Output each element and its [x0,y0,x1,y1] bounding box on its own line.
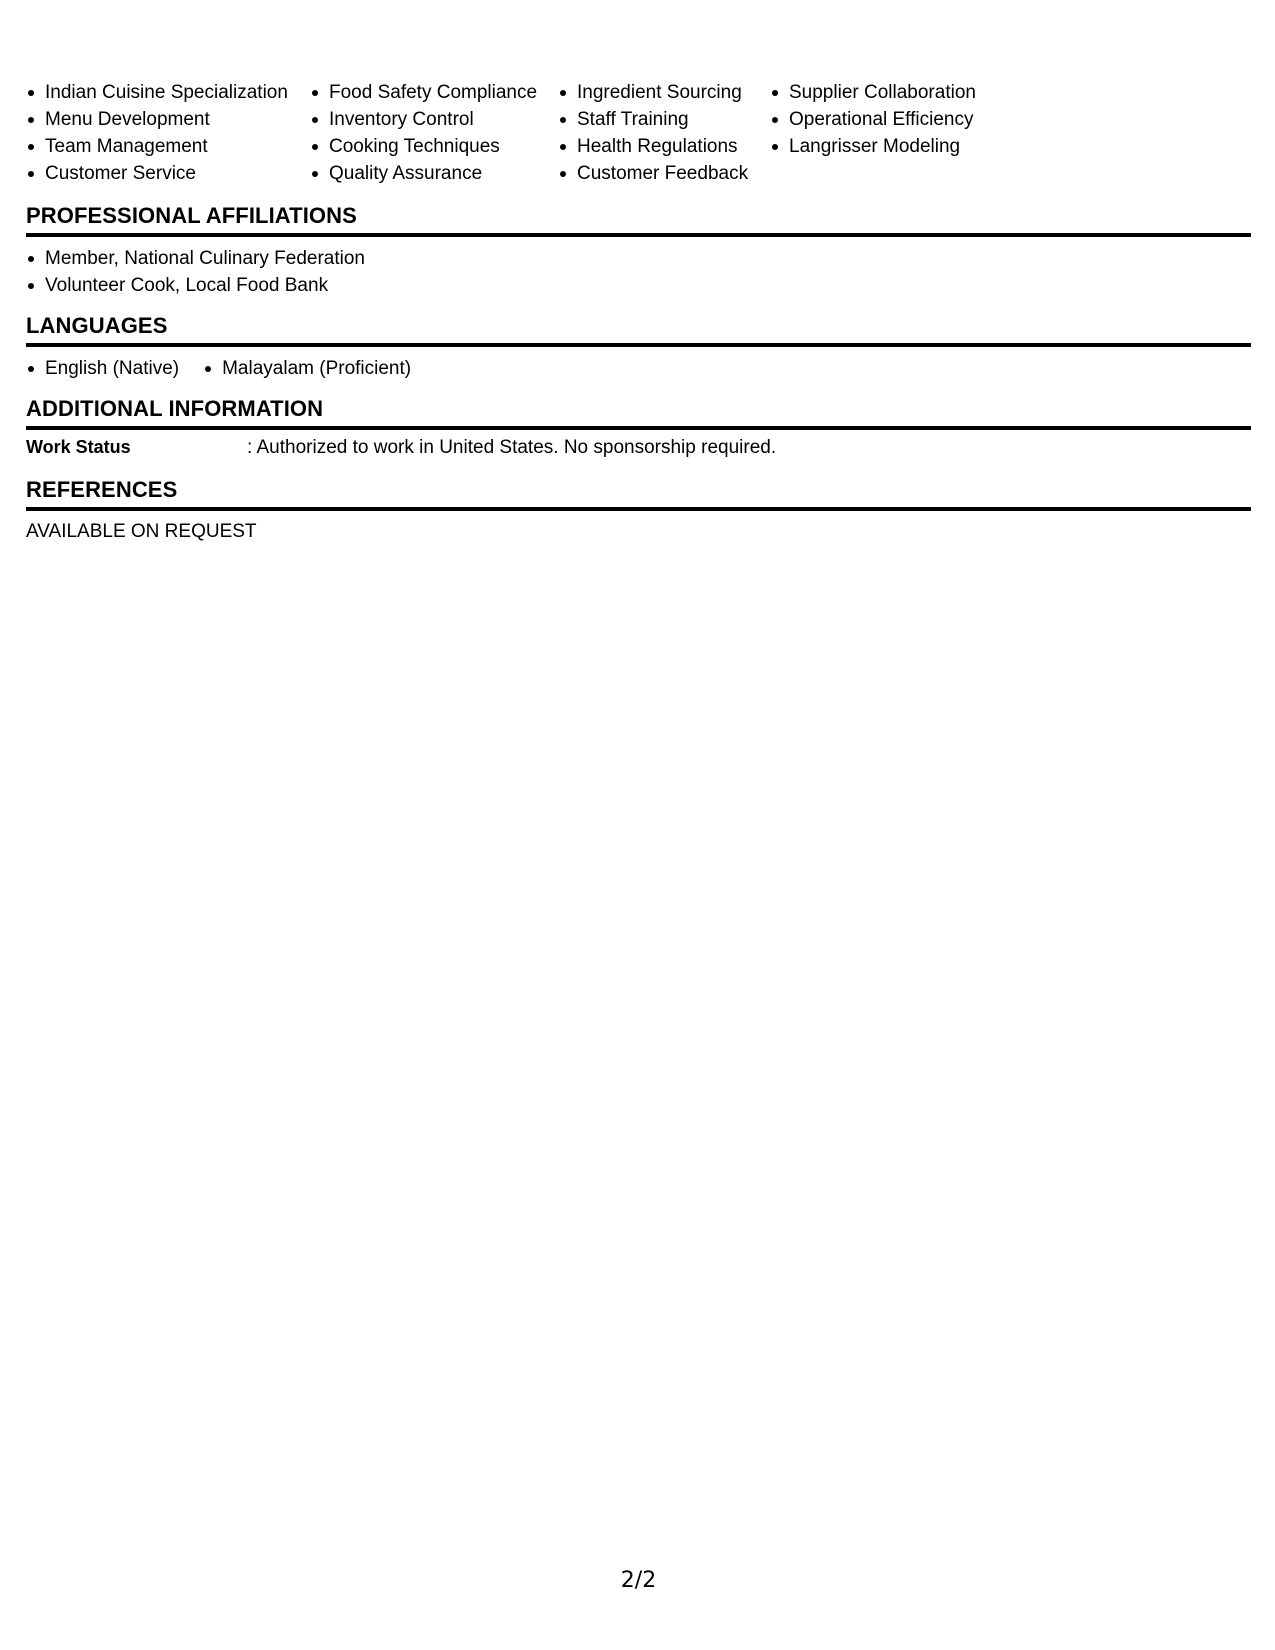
skills-column-2 [310,79,558,187]
skill-item: Customer Service [26,160,310,187]
additional-info-heading: ADDITIONAL INFORMATION [26,396,1251,430]
skills-column-1 [26,79,310,187]
skill-item: Customer Feedback [558,160,770,187]
affiliation-item: Volunteer Cook, Local Food Bank [26,272,365,299]
language-item: Malayalam (Proficient) [203,355,411,382]
skill-item: Health Regulations [558,133,770,160]
skill-item: Inventory Control [310,106,558,133]
skill-item: Ingredient Sourcing [558,79,770,106]
skill-item: Langrisser Modeling [770,133,990,160]
references-heading: REFERENCES [26,477,1251,511]
skills-column-3 [558,79,770,187]
skill-item: Menu Development [26,106,310,133]
affiliations-list [26,245,365,299]
resume-page [26,0,1251,1650]
skill-item: Team Management [26,133,310,160]
work-status-row [26,434,776,461]
work-status-value: : Authorized to work in United States. No sponsorship required. [247,437,777,458]
skill-item: Quality Assurance [310,160,558,187]
affiliations-heading: PROFESSIONAL AFFILIATIONS [26,203,1251,237]
skill-item: Staff Training [558,106,770,133]
skills-column-4 [770,79,990,187]
skill-item: Cooking Techniques [310,133,558,160]
page-number: 2/2 [620,1568,657,1593]
skill-item: Operational Efficiency [770,106,990,133]
language-item: English (Native) [26,355,179,382]
skill-item: Food Safety Compliance [310,79,558,106]
skill-item: Indian Cuisine Specialization [26,79,310,106]
skill-item: Supplier Collaboration [770,79,990,106]
affiliation-item: Member, National Culinary Federation [26,245,365,272]
work-status-label: Work Status [26,437,131,457]
languages-heading: LANGUAGES [26,313,1251,347]
languages-list [26,355,435,382]
skills-grid [26,79,990,187]
references-text: AVAILABLE ON REQUEST [26,521,257,542]
